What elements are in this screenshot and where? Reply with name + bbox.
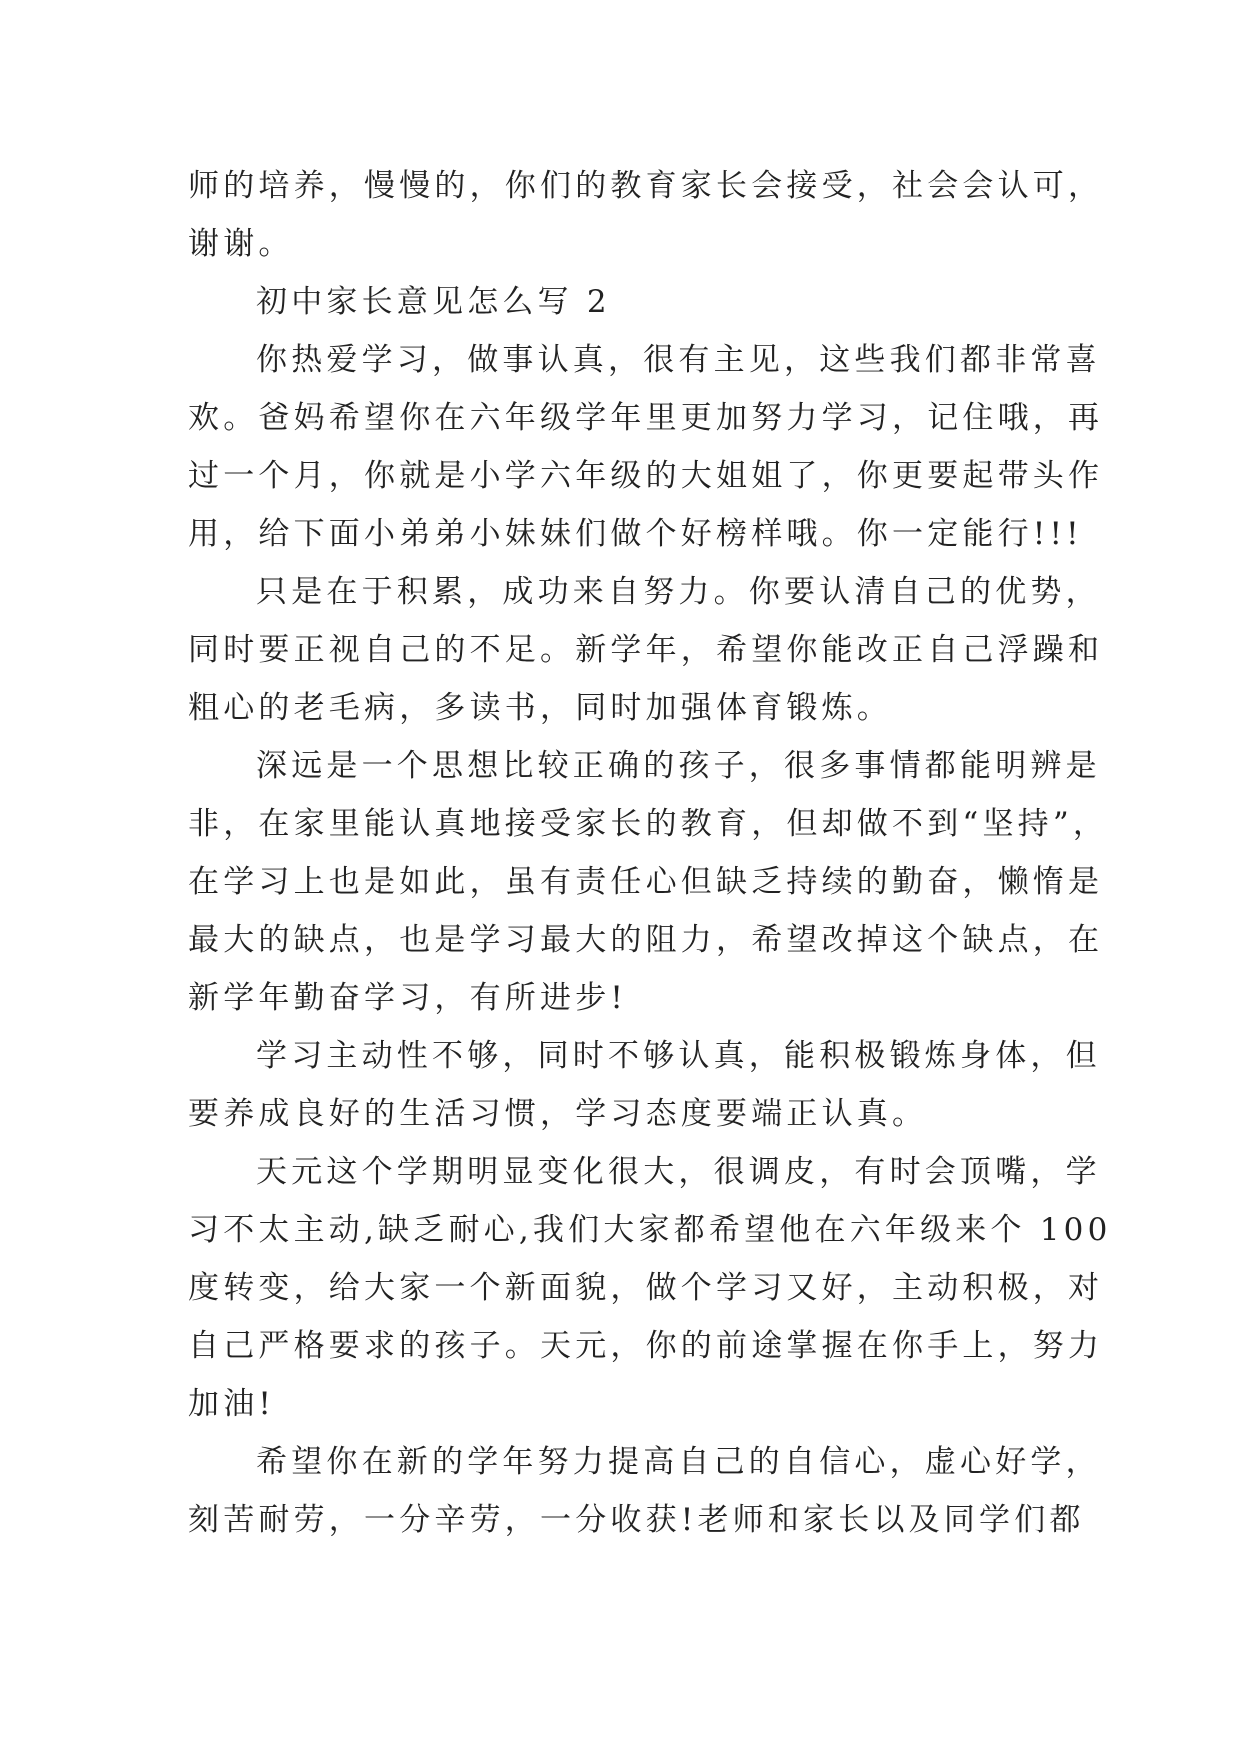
text-line: 师的培养，慢慢的，你们的教育家长会接受，社会会认可， <box>188 168 1104 204</box>
document-body <box>188 157 1112 1549</box>
text-line: 习不太主动,缺乏耐心,我们大家都希望他在六年级来个 100 <box>188 1212 1112 1248</box>
text-line: 只是在于积累，成功来自努力。你要认清自己的优势， <box>256 574 1101 610</box>
text-line: 粗心的老毛病，多读书，同时加强体育锻炼。 <box>188 690 892 726</box>
text-line: 最大的缺点，也是学习最大的阻力，希望改掉这个缺点，在 <box>188 922 1104 958</box>
text-line: 欢。爸妈希望你在六年级学年里更加努力学习，记住哦，再 <box>188 400 1104 436</box>
text-line: 你热爱学习，做事认真，很有主见，这些我们都非常喜 <box>256 342 1101 378</box>
text-line: 刻苦耐劳，一分辛劳，一分收获!老师和家长以及同学们都 <box>188 1502 1085 1538</box>
text-line: 非，在家里能认真地接受家长的教育，但却做不到“坚持”， <box>188 806 1109 842</box>
text-line: 新学年勤奋学习，有所进步! <box>188 980 628 1016</box>
text-line: 在学习上也是如此，虽有责任心但缺乏持续的勤奋，懒惰是 <box>188 864 1104 900</box>
text-line: 学习主动性不够，同时不够认真，能积极锻炼身体，但 <box>256 1038 1101 1074</box>
text-line: 自己严格要求的孩子。天元，你的前途掌握在你手上，努力 <box>188 1328 1104 1364</box>
text-line: 希望你在新的学年努力提高自己的自信心，虚心好学， <box>256 1444 1101 1480</box>
text-line: 要养成良好的生活习惯，学习态度要端正认真。 <box>188 1096 928 1132</box>
text-line: 度转变，给大家一个新面貌，做个学习又好，主动积极，对 <box>188 1270 1104 1306</box>
text-line: 同时要正视自己的不足。新学年，希望你能改正自己浮躁和 <box>188 632 1104 668</box>
text-line: 谢谢。 <box>188 226 294 262</box>
text-line: 天元这个学期明显变化很大，很调皮，有时会顶嘴，学 <box>256 1154 1101 1190</box>
text-line: 深远是一个思想比较正确的孩子，很多事情都能明辨是 <box>256 748 1101 784</box>
text-line: 初中家长意见怎么写 2 <box>256 284 611 320</box>
text-line: 过一个月，你就是小学六年级的大姐姐了，你更要起带头作 <box>188 458 1104 494</box>
text-line: 用，给下面小弟弟小妹妹们做个好榜样哦。你一定能行!!! <box>188 516 1083 552</box>
text-line: 加油! <box>188 1386 276 1422</box>
